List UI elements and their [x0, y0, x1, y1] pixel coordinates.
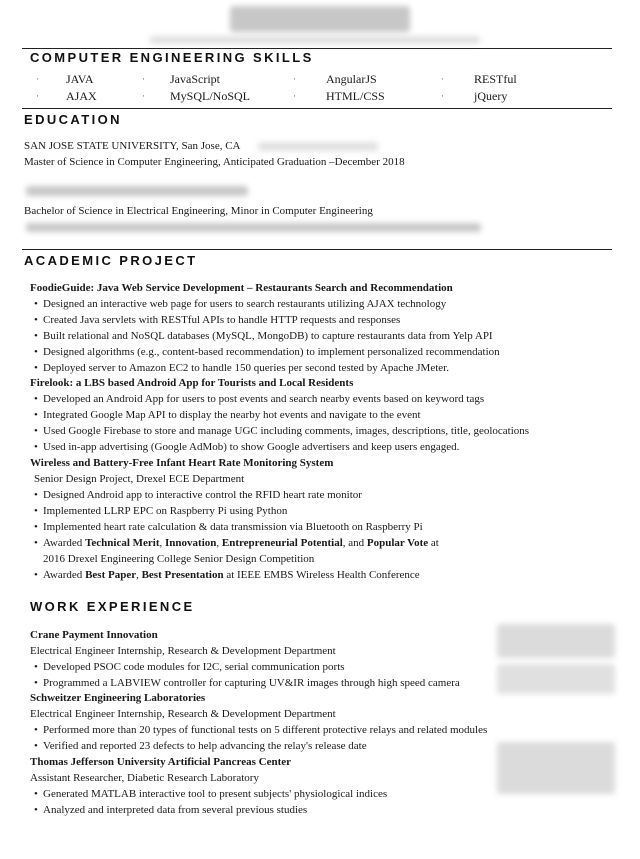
skill-item: HTML/CSS [326, 89, 385, 103]
job-company: Crane Payment Innovation [30, 629, 158, 641]
skill-dot: · [293, 74, 296, 84]
list-item: • Implemented LLRP EPC on Raspberry Pi using Python [34, 505, 288, 517]
academic-rule [22, 249, 612, 250]
skill-item: JAVA [66, 72, 94, 86]
redacted-contact [150, 36, 480, 44]
skill-item: MySQL/NoSQL [170, 89, 251, 103]
education-heading: EDUCATION [24, 112, 122, 127]
skill-item: RESTful [474, 72, 517, 86]
list-item: • Used in-app advertising (Google AdMob) to show Google advertisers and keep users engaged. [34, 441, 460, 453]
work-heading: WORK EXPERIENCE [30, 599, 195, 614]
skill-item: JavaScript [170, 72, 220, 86]
list-item: • Performed more than 20 types of functional tests on 5 different protective relays and related modules [34, 724, 488, 736]
skill-dot: · [441, 74, 444, 84]
education-degree: Master of Science in Computer Engineering, Anticipated Graduation –December 2018 [24, 156, 405, 168]
redacted-coursework [26, 223, 481, 232]
redacted-school [26, 186, 248, 196]
redacted-dates [258, 142, 378, 151]
list-item: • Analyzed and interpreted data from several previous studies [34, 804, 308, 816]
academic-heading: ACADEMIC PROJECT [24, 253, 198, 268]
job-role: Assistant Researcher, Diabetic Research Laboratory [30, 772, 259, 784]
job-company: Thomas Jefferson University Artificial Pancreas Center [30, 756, 291, 768]
redacted-job-dates [497, 664, 615, 694]
education-degree: Bachelor of Science in Electrical Engineering, Minor in Computer Engineering [24, 205, 373, 217]
job-role: Electrical Engineer Internship, Research & Development Department [30, 645, 336, 657]
skills-rule [22, 48, 612, 49]
project-title: Wireless and Battery-Free Infant Heart Rate Monitoring System [30, 457, 334, 469]
job-company: Schweitzer Engineering Laboratories [30, 692, 206, 704]
list-item: • Programmed a LABVIEW controller for capturing UV&IR images through high speed camera [34, 677, 460, 689]
redacted-name [230, 6, 410, 32]
project-title: FoodieGuide: Java Web Service Development – Restaurants Search and Recommendation [30, 282, 453, 294]
list-item: • Implemented heart rate calculation & data transmission via Bluetooth on Raspberry Pi [34, 521, 423, 533]
skill-item: AJAX [66, 89, 97, 103]
skill-dot: · [36, 91, 39, 101]
skills-heading: COMPUTER ENGINEERING SKILLS [30, 50, 314, 65]
list-item: • Generated MATLAB interactive tool to present subjects' physiological indices [34, 788, 388, 800]
skill-dot: · [142, 91, 145, 101]
list-item: • Developed PSOC code modules for I2C, serial communication ports [34, 661, 345, 673]
list-item: • Designed algorithms (e.g., content-based recommendation) to implement personalized recommendation [34, 346, 500, 358]
skill-dot: · [36, 74, 39, 84]
list-item: • Awarded Best Paper, Best Presentation at IEEE EMBS Wireless Health Conference [34, 569, 420, 581]
education-school: SAN JOSE STATE UNIVERSITY, San Jose, CA [24, 140, 241, 152]
job-role: Electrical Engineer Internship, Research & Development Department [30, 708, 336, 720]
skill-dot: · [293, 91, 296, 101]
list-item: • Awarded Technical Merit, Innovation, Entrepreneurial Potential, and Popular Vote at [34, 537, 439, 549]
list-item: • Created Java servlets with RESTful APIs to handle HTTP requests and responses [34, 314, 401, 326]
list-item: • Designed an interactive web page for users to search restaurants utilizing AJAX technology [34, 298, 447, 310]
skill-dot: · [441, 91, 444, 101]
list-item: • Developed an Android App for users to post events and search nearby events based on keyword tags [34, 393, 485, 405]
project-subtitle: Senior Design Project, Drexel ECE Department [34, 473, 245, 485]
list-item-continuation: 2016 Drexel Engineering College Senior Design Competition [43, 553, 315, 565]
redacted-job-dates [497, 624, 615, 658]
list-item: • Integrated Google Map API to display the nearby hot events and navigate to the event [34, 409, 421, 421]
list-item: • Deployed server to Amazon EC2 to handle 150 queries per second tested by Apache JMeter. [34, 362, 449, 374]
list-item: • Verified and reported 23 defects to help advancing the relay's release date [34, 740, 367, 752]
list-item: • Used Google Firebase to store and manage UGC including comments, images, descriptions, title, geolocations [34, 425, 530, 437]
skill-dot: · [142, 74, 145, 84]
redacted-job-dates [497, 742, 615, 794]
list-item: • Built relational and NoSQL databases (MySQL, MongoDB) to capture restaurants data from Yelp API [34, 330, 493, 342]
education-rule [22, 108, 612, 109]
project-title: Firelook: a LBS based Android App for Tourists and Local Residents [30, 377, 354, 389]
list-item: • Designed Android app to interactive control the RFID heart rate monitor [34, 489, 362, 501]
skill-item: jQuery [474, 89, 508, 103]
skill-item: AngularJS [326, 72, 377, 86]
